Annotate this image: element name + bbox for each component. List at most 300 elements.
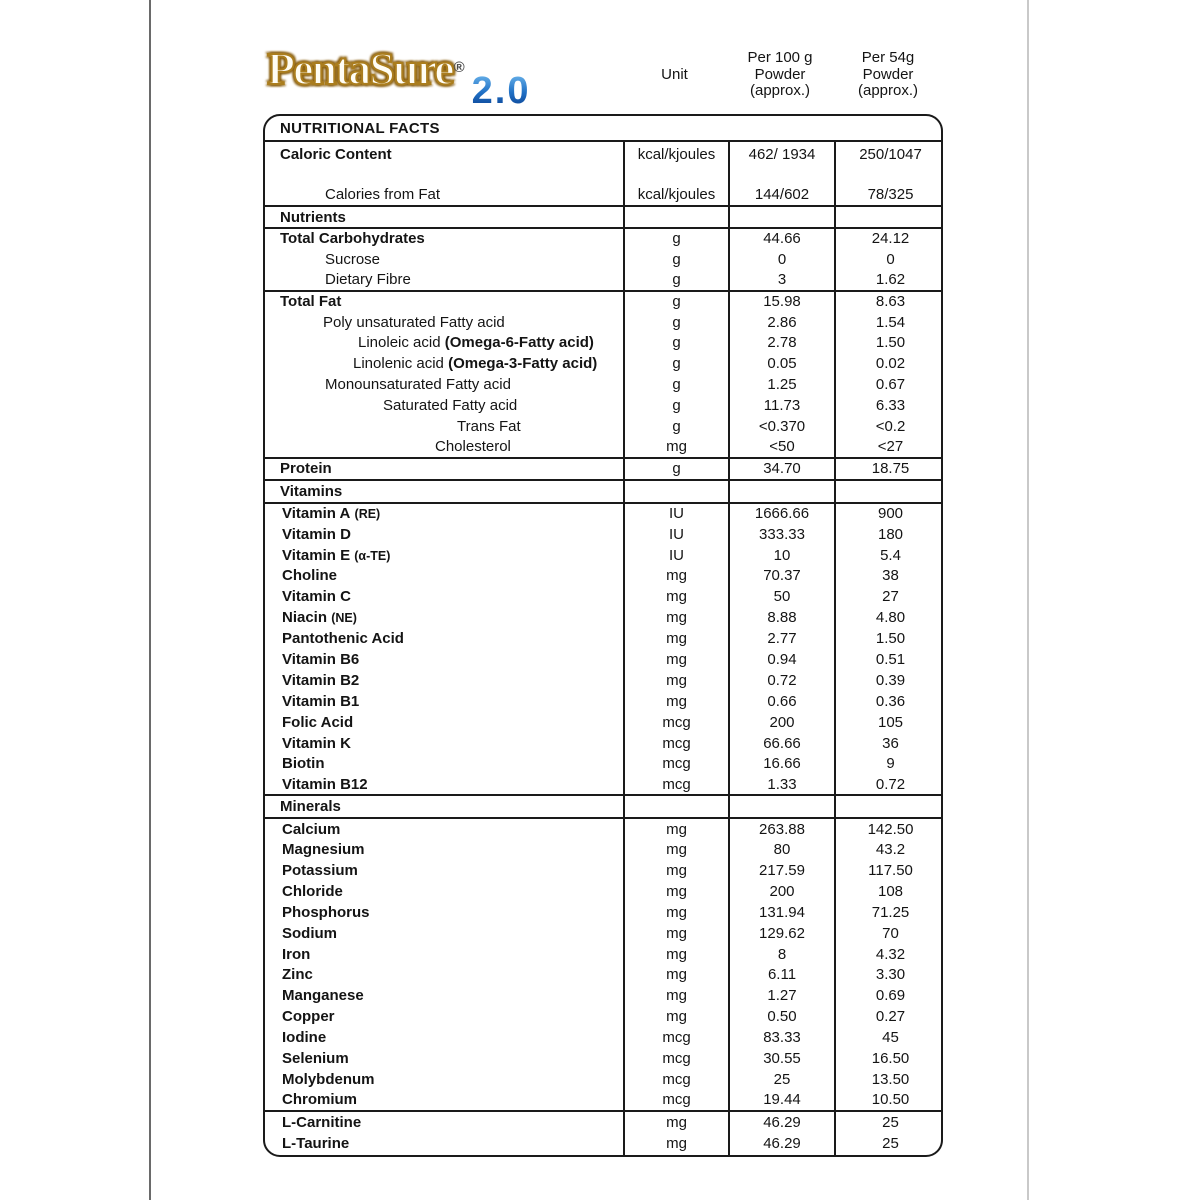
registered-trademark-icon: ®: [453, 59, 465, 76]
nutrient-label-cell: [265, 839, 624, 860]
value-per-100g-cell: 129.62: [729, 923, 835, 944]
value-per-100g-cell: [729, 166, 835, 184]
value-per-54g-cell: 0.02: [835, 353, 943, 374]
table-row: [265, 649, 943, 670]
value-per-54g-cell: 0.72: [835, 774, 943, 795]
nutrient-label-cell: [265, 332, 624, 353]
nutrient-label-cell: [265, 1027, 624, 1048]
value-per-54g-cell: [835, 166, 943, 184]
unit-cell: g: [624, 270, 729, 291]
value-per-100g-cell: 44.66: [729, 228, 835, 249]
value-per-54g-cell: 6.33: [835, 395, 943, 416]
unit-cell: g: [624, 374, 729, 395]
nutrient-label: Trans Fat: [457, 417, 521, 435]
nutrient-label: Manganese: [282, 987, 364, 1005]
unit-cell: mg: [624, 586, 729, 607]
table-row: [265, 395, 943, 416]
table-row: [265, 270, 943, 291]
unit-cell: [624, 166, 729, 184]
nutrition-table: [263, 114, 943, 1157]
unit-cell: mg: [624, 691, 729, 712]
nutrient-label: Total Fat: [280, 293, 342, 311]
column-header-unit: [622, 38, 727, 112]
value-per-54g-cell: 180: [835, 524, 943, 545]
table-row: [265, 312, 943, 333]
table-row: [265, 795, 943, 818]
nutrient-label: Vitamin B2: [282, 671, 360, 689]
nutrient-label-cell: [265, 312, 624, 333]
nutrient-label-cell: [265, 1069, 624, 1090]
unit-cell: g: [624, 291, 729, 312]
nutrient-label: Vitamin B12: [282, 775, 368, 793]
nutrient-label: Molybdenum: [282, 1070, 375, 1088]
nutrient-label: L-Taurine: [282, 1135, 350, 1153]
table-row: [265, 1090, 943, 1111]
value-per-54g-cell: 0.27: [835, 1006, 943, 1027]
nutrient-label-suffix: (Omega-3-Fatty acid): [448, 355, 598, 373]
value-per-100g-cell: 8: [729, 944, 835, 965]
nutrient-label: Zinc: [282, 966, 313, 984]
table-row: [265, 184, 943, 206]
unit-cell: mg: [624, 607, 729, 628]
nutrient-label-cell: [265, 607, 624, 628]
column-header-line: Per 100 g: [747, 49, 813, 67]
nutrient-label: Sucrose: [325, 250, 381, 268]
table-row: [265, 944, 943, 965]
value-per-100g-cell: 0.94: [729, 649, 835, 670]
table-row: [265, 524, 943, 545]
nutrient-label-cell: [265, 1111, 624, 1133]
nutrient-label-cell: [265, 184, 624, 206]
nutrient-label-cell: [265, 503, 624, 524]
unit-cell: mcg: [624, 753, 729, 774]
table-title: NUTRITIONAL FACTS: [280, 119, 440, 137]
nutrient-label-cell: [265, 1006, 624, 1027]
table-row: [265, 1027, 943, 1048]
value-per-54g-cell: <27: [835, 437, 943, 458]
unit-cell: mg: [624, 437, 729, 458]
value-per-54g-cell: 24.12: [835, 228, 943, 249]
table-row: [265, 565, 943, 586]
value-per-54g-cell: 4.80: [835, 607, 943, 628]
nutrient-label: Monounsaturated Fatty acid: [325, 376, 511, 394]
table-row: [265, 503, 943, 524]
table-row: [265, 1048, 943, 1069]
minerals-header-block: [265, 795, 943, 818]
brand-name: [267, 43, 465, 94]
brand-logo: [263, 38, 622, 112]
value-per-100g-cell: 11.73: [729, 395, 835, 416]
nutrient-label-cell: [265, 565, 624, 586]
value-per-100g-cell: 19.44: [729, 1090, 835, 1111]
value-per-100g-cell: 46.29: [729, 1133, 835, 1155]
nutrient-label-cell: [265, 291, 624, 312]
value-per-54g-cell: 9: [835, 753, 943, 774]
value-per-100g-cell: 0.05: [729, 353, 835, 374]
value-per-54g-cell: 71.25: [835, 902, 943, 923]
right-margin-line: [1027, 0, 1029, 1200]
nutrient-label: Niacin: [282, 609, 328, 627]
value-per-54g-cell: [835, 480, 943, 503]
value-per-54g-cell: 0.36: [835, 691, 943, 712]
minerals-block: [265, 818, 943, 1110]
table-row: [265, 881, 943, 902]
unit-cell: mg: [624, 860, 729, 881]
table-row: [265, 923, 943, 944]
unit-cell: g: [624, 228, 729, 249]
nutrient-label: Vitamin K: [282, 734, 351, 752]
nutrient-label-cell: [265, 965, 624, 986]
table-row: [265, 141, 943, 166]
value-per-54g-cell: 18.75: [835, 458, 943, 480]
unit-cell: IU: [624, 545, 729, 566]
value-per-54g-cell: 4.32: [835, 944, 943, 965]
nutrient-label: Minerals: [280, 798, 341, 816]
unit-cell: mg: [624, 985, 729, 1006]
value-per-100g-cell: 0: [729, 249, 835, 270]
value-per-54g-cell: 108: [835, 881, 943, 902]
nutrient-label-cell: [265, 586, 624, 607]
nutrient-label: Chloride: [282, 882, 343, 900]
value-per-100g-cell: 66.66: [729, 733, 835, 754]
column-header-per-54g: [833, 38, 943, 112]
value-per-100g-cell: 16.66: [729, 753, 835, 774]
unit-cell: mg: [624, 628, 729, 649]
value-per-100g-cell: 200: [729, 712, 835, 733]
value-per-100g-cell: 8.88: [729, 607, 835, 628]
value-per-54g-cell: [835, 206, 943, 228]
table-row: [265, 818, 943, 839]
label-header: [263, 38, 943, 112]
value-per-54g-cell: 1.50: [835, 628, 943, 649]
unit-cell: mcg: [624, 1048, 729, 1069]
nutrient-label: Saturated Fatty acid: [383, 397, 518, 415]
table-row: [265, 860, 943, 881]
value-per-100g-cell: 25: [729, 1069, 835, 1090]
value-per-54g-cell: 250/1047: [835, 141, 943, 166]
table-row: [265, 291, 943, 312]
nutrient-label: Vitamin A: [282, 505, 351, 523]
table-row: [265, 753, 943, 774]
nutrient-label: Total Carbohydrates: [280, 230, 425, 248]
value-per-54g-cell: 117.50: [835, 860, 943, 881]
nutrient-label-cell: [265, 395, 624, 416]
value-per-100g-cell: 144/602: [729, 184, 835, 206]
nutrient-label-cell: [265, 649, 624, 670]
nutrient-label-cell: [265, 458, 624, 480]
value-per-54g-cell: 1.50: [835, 332, 943, 353]
value-per-54g-cell: 5.4: [835, 545, 943, 566]
nutrient-label: Dietary Fibre: [325, 271, 411, 289]
value-per-54g-cell: 0.39: [835, 670, 943, 691]
fat-block: [265, 291, 943, 458]
table-row: [265, 1111, 943, 1133]
column-header-line: Unit: [661, 65, 688, 83]
table-row: [265, 774, 943, 795]
nutrient-label: Linolenic acid: [353, 355, 444, 373]
value-per-100g-cell: [729, 206, 835, 228]
table-row: [265, 437, 943, 458]
value-per-54g-cell: 3.30: [835, 965, 943, 986]
unit-cell: kcal/kjoules: [624, 141, 729, 166]
brand-version: 2.0: [471, 70, 531, 112]
value-per-100g-cell: 0.72: [729, 670, 835, 691]
nutrient-label-cell: [265, 670, 624, 691]
value-per-100g-cell: 15.98: [729, 291, 835, 312]
value-per-54g-cell: 70: [835, 923, 943, 944]
unit-cell: mcg: [624, 1069, 729, 1090]
column-header-line: Powder: [862, 65, 914, 83]
column-header-per-100g: [727, 38, 833, 112]
nutrient-label-cell: [265, 437, 624, 458]
spacer-row: [265, 166, 943, 184]
unit-cell: mg: [624, 670, 729, 691]
value-per-100g-cell: 200: [729, 881, 835, 902]
nutrient-label: Calcium: [282, 820, 341, 838]
value-per-100g-cell: 50: [729, 586, 835, 607]
nutrient-label-suffix: (Omega-6-Fatty acid): [444, 334, 594, 352]
table-row: [265, 206, 943, 228]
nutrient-label-cell: [265, 228, 624, 249]
table-row: [265, 545, 943, 566]
value-per-54g-cell: 27: [835, 586, 943, 607]
value-per-100g-cell: 217.59: [729, 860, 835, 881]
nutrient-label: Vitamin B1: [282, 692, 360, 710]
value-per-100g-cell: 2.86: [729, 312, 835, 333]
nutrient-label-cell: [265, 1048, 624, 1069]
nutrient-label: Potassium: [282, 861, 358, 879]
value-per-100g-cell: [729, 795, 835, 818]
nutrient-label: Sodium: [282, 924, 337, 942]
nutrient-label: Iodine: [282, 1029, 327, 1047]
unit-cell: g: [624, 416, 729, 437]
nutrient-label: Pantothenic Acid: [282, 630, 404, 648]
value-per-54g-cell: 0.67: [835, 374, 943, 395]
nutrient-label: Protein: [280, 460, 332, 478]
nutrient-label-cell: [265, 1133, 624, 1155]
value-per-100g-cell: 462/ 1934: [729, 141, 835, 166]
table-row: [265, 607, 943, 628]
value-per-100g-cell: [729, 480, 835, 503]
value-per-100g-cell: <0.370: [729, 416, 835, 437]
nutrient-label: Linoleic acid: [358, 334, 441, 352]
nutrient-label-cell: [265, 141, 624, 166]
amino-acids-block: [265, 1111, 943, 1155]
unit-cell: mg: [624, 649, 729, 670]
unit-cell: mg: [624, 881, 729, 902]
value-per-54g-cell: 10.50: [835, 1090, 943, 1111]
nutrient-label: Cholesterol: [435, 438, 511, 456]
value-per-54g-cell: 1.62: [835, 270, 943, 291]
value-per-54g-cell: 43.2: [835, 839, 943, 860]
value-per-54g-cell: 105: [835, 712, 943, 733]
value-per-54g-cell: 36: [835, 733, 943, 754]
value-per-100g-cell: 34.70: [729, 458, 835, 480]
unit-cell: mcg: [624, 774, 729, 795]
table-row: [265, 228, 943, 249]
nutrient-label: Vitamin D: [282, 525, 351, 543]
unit-cell: mg: [624, 565, 729, 586]
value-per-54g-cell: 13.50: [835, 1069, 943, 1090]
nutrient-label-cell: [265, 480, 624, 503]
nutrient-label: Selenium: [282, 1050, 349, 1067]
table-row: [265, 902, 943, 923]
value-per-54g-cell: 25: [835, 1111, 943, 1133]
protein-block: [265, 458, 943, 480]
value-per-54g-cell: [835, 795, 943, 818]
table-row: [265, 670, 943, 691]
nutrient-label-cell: [265, 1090, 624, 1111]
unit-cell: mg: [624, 1133, 729, 1155]
value-per-100g-cell: 263.88: [729, 818, 835, 839]
table-row: [265, 353, 943, 374]
column-header-line: Powder: [754, 65, 806, 83]
value-per-100g-cell: 6.11: [729, 965, 835, 986]
value-per-100g-cell: 70.37: [729, 565, 835, 586]
nutrient-label-cell: [265, 985, 624, 1006]
unit-cell: mcg: [624, 712, 729, 733]
value-per-100g-cell: 131.94: [729, 902, 835, 923]
nutrient-label-cell: [265, 374, 624, 395]
value-per-54g-cell: 78/325: [835, 184, 943, 206]
nutrient-label-cell: [265, 733, 624, 754]
value-per-100g-cell: 1.25: [729, 374, 835, 395]
carbohydrates-block: [265, 228, 943, 291]
value-per-100g-cell: 333.33: [729, 524, 835, 545]
table-row: [265, 332, 943, 353]
unit-cell: kcal/kjoules: [624, 184, 729, 206]
nutrients-header-block: [265, 206, 943, 228]
unit-cell: g: [624, 353, 729, 374]
nutrient-label-cell: [265, 270, 624, 291]
nutrition-label: [263, 38, 943, 1157]
table-row: [265, 839, 943, 860]
nutrient-label-cell: [265, 753, 624, 774]
unit-cell: [624, 206, 729, 228]
nutrient-label: L-Carnitine: [282, 1113, 362, 1131]
value-per-100g-cell: 0.50: [729, 1006, 835, 1027]
value-per-100g-cell: 3: [729, 270, 835, 291]
table-row: [265, 965, 943, 986]
nutrient-label: Iron: [282, 945, 311, 963]
value-per-100g-cell: 0.66: [729, 691, 835, 712]
nutrient-label-cell: [265, 902, 624, 923]
unit-cell: mcg: [624, 733, 729, 754]
nutrient-label-cell: [265, 206, 624, 228]
value-per-54g-cell: <0.2: [835, 416, 943, 437]
nutrient-label: Copper: [282, 1008, 335, 1026]
column-header-line: (approx.): [749, 82, 811, 100]
value-per-54g-cell: 1.54: [835, 312, 943, 333]
unit-cell: mcg: [624, 1027, 729, 1048]
nutrient-label-cell: [265, 353, 624, 374]
value-per-100g-cell: 30.55: [729, 1048, 835, 1069]
unit-cell: IU: [624, 503, 729, 524]
nutrient-label-cell: [265, 712, 624, 733]
nutrient-label: Vitamins: [280, 482, 343, 500]
nutrient-label: Calories from Fat: [325, 186, 441, 203]
value-per-100g-cell: 2.78: [729, 332, 835, 353]
left-margin-line: [149, 0, 151, 1200]
table-row: [265, 480, 943, 503]
facts-table: [265, 116, 943, 1155]
table-row: [265, 985, 943, 1006]
nutrient-label-cell: [265, 944, 624, 965]
table-row: [265, 249, 943, 270]
value-per-54g-cell: 45: [835, 1027, 943, 1048]
table-row: [265, 416, 943, 437]
unit-cell: mg: [624, 944, 729, 965]
unit-cell: mg: [624, 1006, 729, 1027]
value-per-100g-cell: 80: [729, 839, 835, 860]
unit-cell: mg: [624, 1111, 729, 1133]
value-per-54g-cell: 16.50: [835, 1048, 943, 1069]
nutrient-label-suffix: (NE): [331, 611, 357, 626]
value-per-100g-cell: 46.29: [729, 1111, 835, 1133]
nutrient-label-cell: [265, 923, 624, 944]
value-per-100g-cell: <50: [729, 437, 835, 458]
table-row: [265, 691, 943, 712]
value-per-100g-cell: 2.77: [729, 628, 835, 649]
unit-cell: [624, 480, 729, 503]
nutrient-label: Caloric Content: [280, 145, 392, 163]
unit-cell: g: [624, 332, 729, 353]
value-per-54g-cell: 38: [835, 565, 943, 586]
title-block: [265, 116, 943, 141]
value-per-100g-cell: 1.33: [729, 774, 835, 795]
table-row: [265, 458, 943, 480]
nutrient-label-suffix: (RE): [354, 507, 381, 522]
unit-cell: IU: [624, 524, 729, 545]
value-per-100g-cell: 83.33: [729, 1027, 835, 1048]
nutrient-label-cell: [265, 774, 624, 795]
table-row: [265, 1133, 943, 1155]
value-per-100g-cell: 1666.66: [729, 503, 835, 524]
value-per-54g-cell: 142.50: [835, 818, 943, 839]
nutrient-label: Folic Acid: [282, 713, 354, 731]
value-per-100g-cell: 1.27: [729, 985, 835, 1006]
unit-cell: mg: [624, 902, 729, 923]
table-row: [265, 628, 943, 649]
unit-cell: mg: [624, 818, 729, 839]
nutrient-label-cell: [265, 524, 624, 545]
unit-cell: g: [624, 312, 729, 333]
unit-cell: mg: [624, 839, 729, 860]
table-row: [265, 1006, 943, 1027]
table-title-row: [265, 116, 943, 141]
value-per-54g-cell: 25: [835, 1133, 943, 1155]
table-row: [265, 733, 943, 754]
nutrient-label: Phosphorus: [282, 903, 370, 921]
unit-cell: mcg: [624, 1090, 729, 1111]
unit-cell: g: [624, 249, 729, 270]
unit-cell: g: [624, 395, 729, 416]
nutrient-label-suffix: (α-TE): [354, 548, 391, 563]
nutrient-label-cell: [265, 166, 624, 184]
unit-cell: mg: [624, 965, 729, 986]
vitamins-block: [265, 503, 943, 795]
caloric-block: [265, 141, 943, 206]
nutrient-label: Nutrients: [280, 208, 346, 226]
unit-cell: [624, 795, 729, 818]
nutrient-label: Chromium: [282, 1091, 357, 1109]
value-per-100g-cell: 10: [729, 545, 835, 566]
nutrient-label: Vitamin E: [282, 546, 351, 564]
nutrient-label: Magnesium: [282, 841, 365, 859]
nutrient-label: Choline: [282, 567, 337, 585]
brand-name-text: PentaSure: [267, 43, 453, 94]
nutrient-label-cell: [265, 795, 624, 818]
